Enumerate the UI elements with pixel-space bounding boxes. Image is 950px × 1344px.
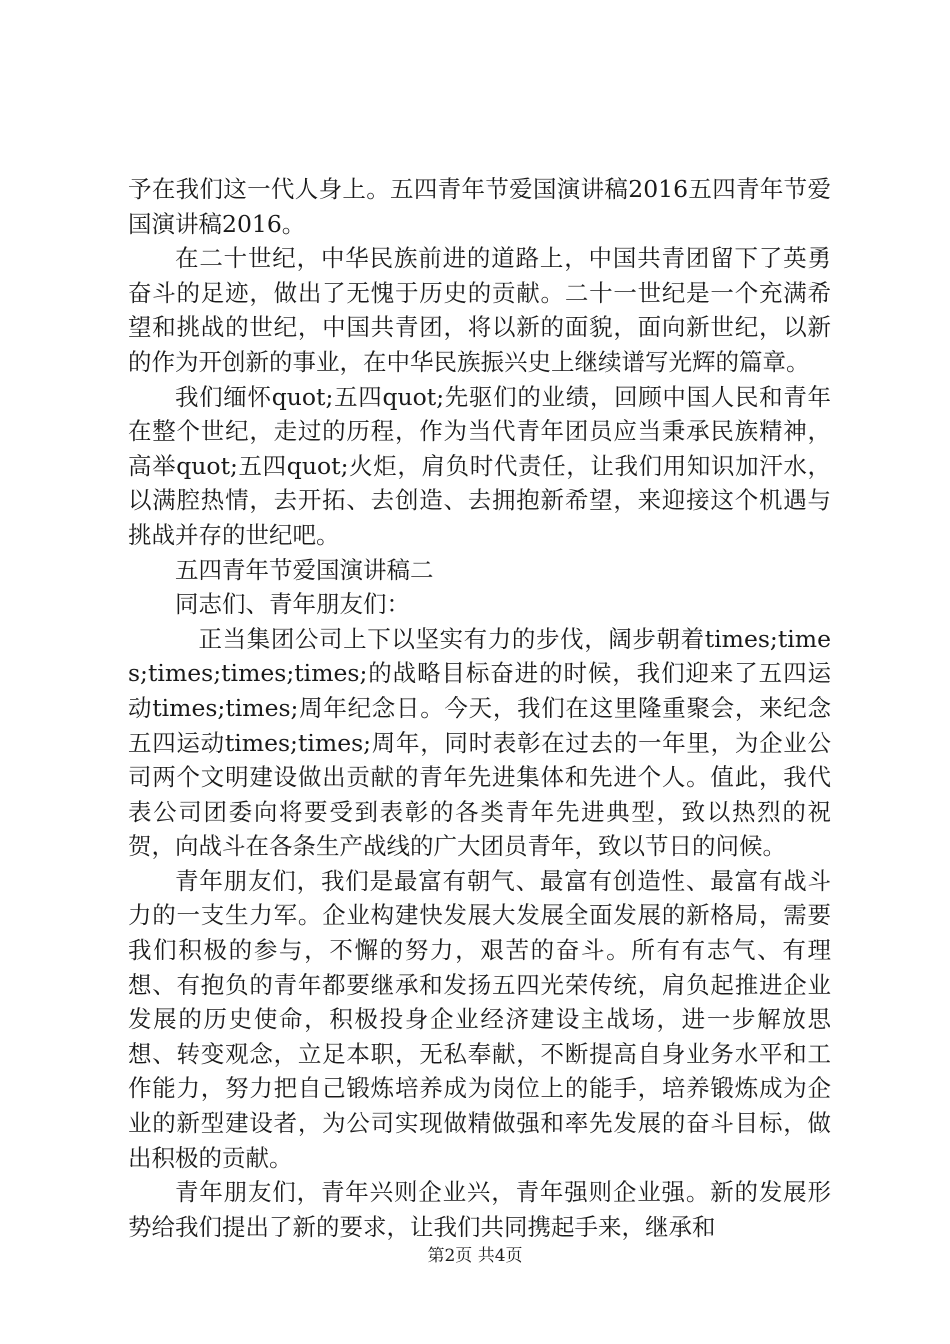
paragraph-youth-strength: 青年朋友们，青年兴则企业兴，青年强则企业强。新的发展形势给我们提出了新的要求，让我们共同携起手来，继承和 (128, 1178, 831, 1241)
paragraph-youth-force: 青年朋友们，我们是最富有朝气、最富有创造性、最富有战斗力的一支生力军。企业构建快发展大发展全面发展的新格局，需要我们积极的参与，不懈的努力，艰苦的奋斗。所有有志气、有理想、有抱负的青年都要继承和发扬五四光荣传统，肩负起推进企业发展的历史使命，积极投身企业经济建设主战场，进一步解放思想、转变观念，立足本职，无私奉献，不断提高自身业务水平和工作能力，努力把自己锻炼培养成为岗位上的能手，培养锻炼成为企业的新型建设者，为公司实现做精做强和率先发展的奋斗目标，做出积极的贡献。 (128, 866, 831, 1172)
paragraph-salutation: 同志们、青年朋友们： (175, 590, 410, 619)
paragraph-may-fourth-pioneers: 我们缅怀quot;五四quot;先驱们的业绩，回顾中国人民和青年在整个世纪，走过的历程，作为当代青年团员应当秉承民族精神，高举quot;五四quot;火炬，肩负时代责任，让我们用知识加汗水，以满腔热情，去开拓、去创造、去拥抱新希望，来迎接这个机遇与挑战并存的世纪吧。 (128, 382, 831, 549)
paragraph-continuation: 予在我们这一代人身上。五四青年节爱国演讲稿2016五四青年节爱国演讲稿2016。 (128, 175, 831, 238)
section-heading-speech-two: 五四青年节爱国演讲稿二 (175, 555, 434, 584)
paragraph-anniversary-gathering: 正当集团公司上下以坚实有力的步伐，阔步朝着times;times;times;times;times;的战略目标奋进的时候，我们迎来了五四运动times;times;周年纪念日。今天，我们在这里隆重聚会，来纪念五四运动times;times;周年，同时表彰在过去的一年里，为企业公司两个文明建设做出贡献的青年先进集体和先进个人。值此，我代表公司团委向将要受到表彰的各类青年先进典型，致以热烈的祝贺，向战斗在各条生产战线的广大团员青年，致以节日的问候。 (128, 624, 831, 861)
page-number-footer: 第2页 共4页 (427, 1246, 523, 1266)
document-body (128, 172, 831, 1244)
paragraph-youth-league-history: 在二十世纪，中华民族前进的道路上，中国共青团留下了英勇奋斗的足迹，做出了无愧于历史的贡献。二十一世纪是一个充满希望和挑战的世纪，中国共青团，将以新的面貌，面向新世纪，以新的作为开创新的事业，在中华民族振兴史上继续谱写光辉的篇章。 (128, 244, 831, 376)
